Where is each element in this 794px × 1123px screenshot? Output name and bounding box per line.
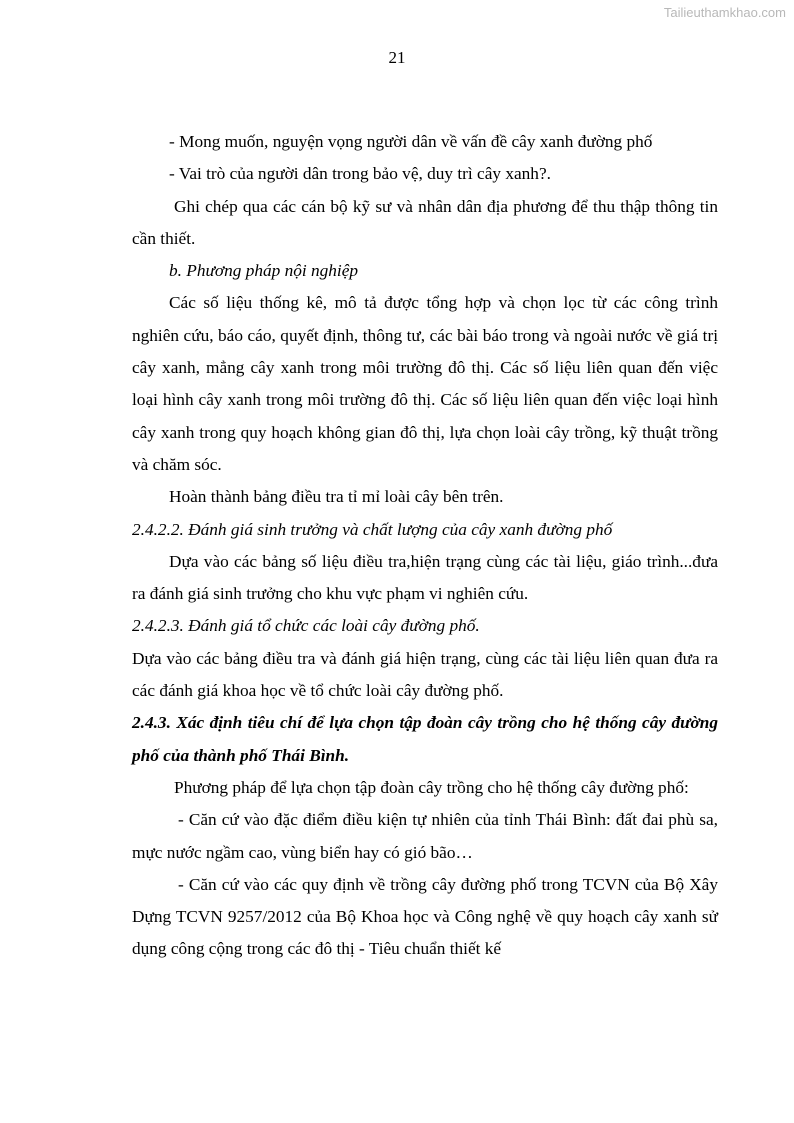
page-number: 21	[388, 48, 406, 67]
body-paragraph: Phương pháp để lựa chọn tập đoàn cây trồng cho hệ thống cây đường phố:	[174, 777, 689, 797]
bullet-paragraph: - Vai trò của người dân trong bảo vệ, duy trì cây xanh?.	[169, 164, 551, 184]
body-paragraph: Dựa vào các bảng số liệu điều tra,hiện trạng cùng các tài liệu, giáo trình...đưa ra đánh giá sinh trưởng cho khu vực phạm vi nghiên cứu.	[132, 551, 718, 604]
body-paragraph: Ghi chép qua các cán bộ kỹ sư và nhân dân địa phương để thu thập thông tin cần thiết.	[132, 196, 718, 248]
section-heading-2-4-3: 2.4.3. Xác định tiêu chí để lựa chọn tập đoàn cây trồng cho hệ thống cây đường phố của thành phố Thái Bình.	[132, 713, 718, 765]
section-heading-2-4-2-2: 2.4.2.2. Đánh giá sinh trưởng và chất lượng của cây xanh đường phố	[132, 519, 613, 539]
document-body	[132, 126, 718, 966]
bullet-paragraph: - Căn cứ vào đặc điểm điều kiện tự nhiên của tỉnh Thái Bình: đất đai phù sa, mực nước ngầm cao, vùng biển hay có gió bão…	[132, 810, 718, 862]
subsection-heading: b. Phương pháp nội nghiệp	[169, 261, 359, 281]
body-paragraph: Hoàn thành bảng điều tra tỉ mỉ loài cây bên trên.	[169, 487, 504, 507]
bullet-paragraph: - Căn cứ vào các quy định về trồng cây đường phố trong TCVN của Bộ Xây Dựng TCVN 9257/2012 của Bộ Khoa học và Công nghệ về quy hoạch cây xanh sử dụng công cộng trong các đô thị - Tiêu chuẩn thiết kế	[132, 874, 718, 959]
section-heading-2-4-2-3: 2.4.2.3. Đánh giá tổ chức các loài cây đường phố.	[132, 616, 480, 636]
body-paragraph: Dựa vào các bảng điều tra và đánh giá hiện trạng, cùng các tài liệu liên quan đưa ra các đánh giá khoa học về tổ chức loài cây đường phố.	[132, 648, 718, 701]
bullet-paragraph: - Mong muốn, nguyện vọng người dân về vấn đề cây xanh đường phố	[169, 132, 653, 151]
watermark: Tailieuthamkhao.com	[663, 5, 786, 20]
body-paragraph: Các số liệu thống kê, mô tả được tổng hợp và chọn lọc từ các công trình nghiên cứu, báo cáo, quyết định, thông tư, các bài báo trong và ngoài nước về giá trị cây xanh, mẳng cây xanh trong môi trường đô thị. Các số liệu liên quan đến việc loại hình cây xanh trong môi trường đô thị. Các số liệu liên quan đến việc loại hình cây xanh trong quy hoạch không gian đô thị, lựa chọn loài cây trồng, kỹ thuật trồng và chăm sóc.	[132, 293, 718, 474]
